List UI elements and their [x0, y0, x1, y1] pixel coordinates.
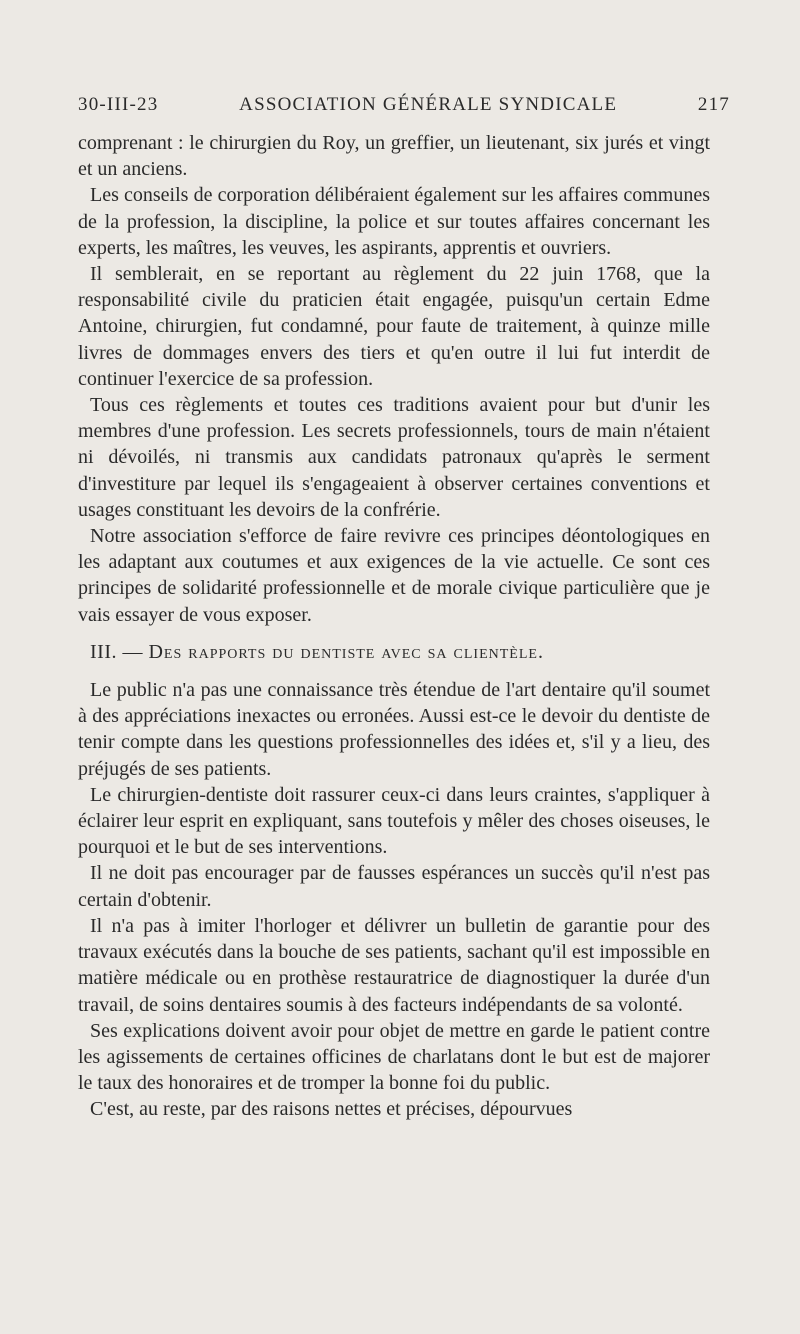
- body-text: [78, 130, 710, 1123]
- paragraph: Il n'a pas à imiter l'horloger et délivrer un bulletin de garantie pour des travaux exécutés dans la bouche de ses patients, sachant qu'il est impossible en matière médicale ou en prothèse restauratrice de diagnostiquer la durée d'un travail, de soins dentaires soumis à des facteurs indépendants de sa volonté.: [78, 914, 710, 1016]
- paragraph: Notre association s'efforce de faire revivre ces principes déontologiques en les adaptant aux coutumes et aux exigences de la vie actuelle. Ce sont ces principes de solidarité professionnelle et de morale civique particulière que je vais essayer de vous exposer.: [78, 525, 710, 626]
- paragraph: Le chirurgien-dentiste doit rassurer ceux-ci dans leurs craintes, s'appliquer à éclairer leur esprit en expliquant, sans toutefois y mêler des choses oiseuses, le pourquoi et le but de ses interventions.: [78, 783, 710, 859]
- paragraph: Tous ces règlements et toutes ces traditions avaient pour but d'unir les membres d'une profession. Les secrets professionnels, tours de main n'étaient ni dévoilés, ni transmis aux candidats patronaux qu'après le serment d'investiture par lequel ils s'engageaient à observer certaines conventions et usages constituant les devoirs de la confrérie.: [78, 394, 710, 521]
- paragraph: comprenant : le chirurgien du Roy, un greffier, un lieutenant, six jurés et vingt et un anciens.: [78, 132, 710, 181]
- signature-mark: 30-III-23: [78, 94, 159, 115]
- section-dash: —: [122, 640, 143, 663]
- section-number: III.: [90, 640, 117, 663]
- paragraph: Il semblerait, en se reportant au règlement du 22 juin 1768, que la responsabilité civile du praticien était engagée, puisqu'un certain Edme Antoine, chirurgien, fut condamné, pour faute de traitement, à quinze mille livres de dommages envers des tiers et qu'en outre il lui fut interdit de continuer l'exercice de sa profession.: [78, 263, 710, 390]
- paragraph: C'est, au reste, par des raisons nettes et précises, dépourvues: [90, 1098, 573, 1121]
- running-header: [78, 94, 730, 116]
- section-heading: [78, 639, 710, 665]
- paragraph: Les conseils de corporation délibéraient également sur les affaires communes de la profession, la discipline, la police et sur toutes affaires concernant les experts, les maîtres, les veuves, les aspirants, apprentis et ouvriers.: [78, 184, 710, 259]
- running-title: ASSOCIATION GÉNÉRALE SYNDICALE: [239, 94, 618, 115]
- paragraph: Le public n'a pas une connaissance très étendue de l'art dentaire qu'il soumet à des appréciations inexactes ou erronées. Aussi est-ce le devoir du dentiste de tenir compte dans les questions professionnelles des idées et, s'il y a lieu, des préjugés de ses patients.: [78, 679, 710, 780]
- section-title: Des rapports du dentiste avec sa clientèle.: [148, 640, 544, 663]
- paragraph: Ses explications doivent avoir pour objet de mettre en garde le patient contre les agissements de certaines officines de charlatans dont le but est de majorer le taux des honoraires et de tromper la bonne foi du public.: [78, 1019, 710, 1095]
- page-number: 217: [697, 94, 730, 115]
- paragraph: Il ne doit pas encourager par de fausses espérances un succès qu'il n'est pas certain d'obtenir.: [78, 862, 710, 911]
